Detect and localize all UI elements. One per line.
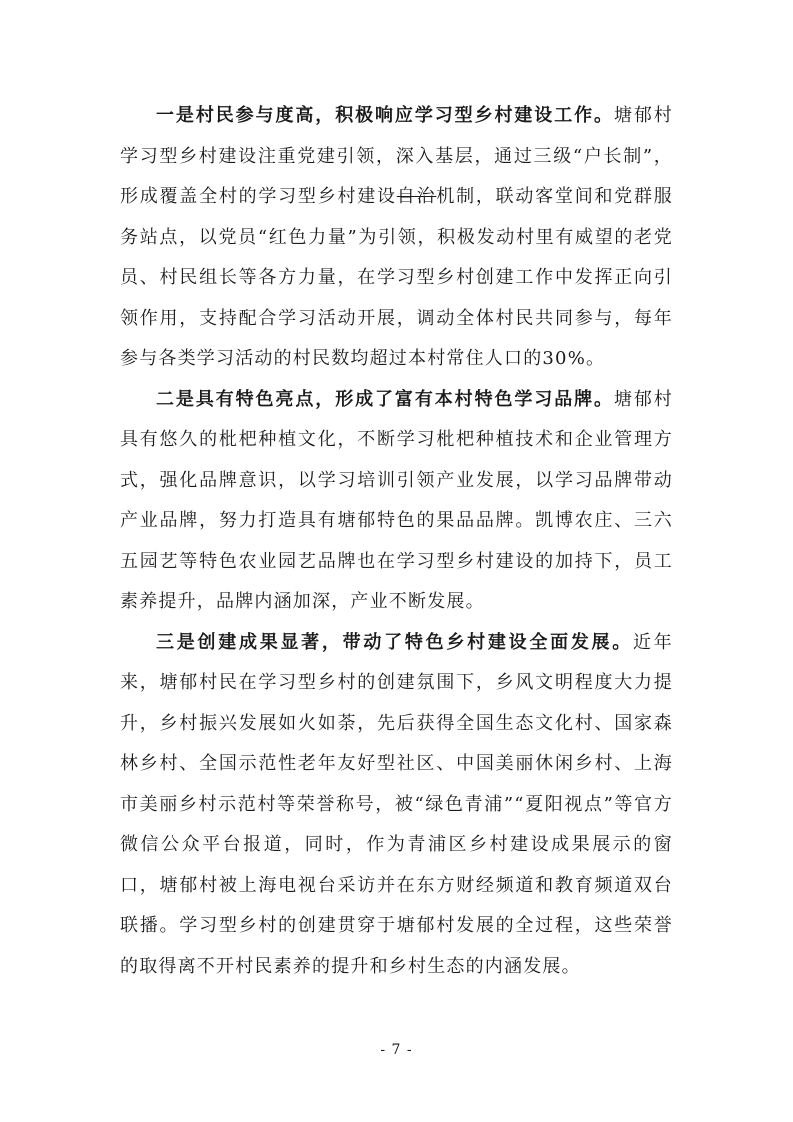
paragraph-3 [120,623,673,988]
paragraph-3-heading: 三是创建成果显著，带动了特色乡村建设全面发展。 [156,631,634,653]
paragraph-1-heading: 一是村民参与度高，积极响应学习型乡村建设工作。 [156,105,614,126]
document-body [120,96,673,987]
page-number: - 7 - [380,1042,413,1058]
struck-text: 自治 [396,186,437,207]
paragraph-1-text-before: 塘郁村学习型乡村建设注重党建引领，深入基层，通过三级“户长制”，形成覆盖全村的学习型乡村建设 [120,105,673,207]
paragraph-2 [120,380,673,623]
paragraph-1 [120,96,673,380]
paragraph-3-text: 近年来，塘郁村民在学习型乡村的创建氛围下，乡风文明程度大力提升，乡村振兴发展如火如荼，先后获得全国生态文化村、国家森林乡村、全国示范性老年友好型社区、中国美丽休闲乡村、上海市美丽乡村示范村等荣誉称号，被“绿色青浦”“夏阳视点”等官方微信公众平台报道，同时，作为青浦区乡村建设成果展示的窗口，塘郁村被上海电视台采访并在东方财经频道和教育频道双台联播。学习型乡村的创建贯穿于塘郁村发展的全过程，这些荣誉的取得离不开村民素养的提升和乡村生态的内涵发展。 [120,631,673,977]
paragraph-2-heading: 二是具有特色亮点，形成了富有本村特色学习品牌。 [156,388,614,410]
paragraph-1-text-after: 机制，联动客堂间和党群服务站点，以党员“红色力量”为引领，积极发动村里有威望的老党员、村民组长等各方力量，在学习型乡村创建工作中发挥正向引领作用，支持配合学习活动开展，调动全体村民共同参与，每年参与各类学习活动的村民数均超过本村常住人口的30%。 [120,186,673,369]
paragraph-2-text: 塘郁村具有悠久的枇杷种植文化，不断学习枇杷种植技术和企业管理方式，强化品牌意识，以学习培训引领产业发展，以学习品牌带动产业品牌，努力打造具有塘郁特色的果品品牌。凯博农庄、三六五园艺等特色农业园艺品牌也在学习型乡村建设的加持下，员工素养提升，品牌内涵加深，产业不断发展。 [120,388,673,612]
